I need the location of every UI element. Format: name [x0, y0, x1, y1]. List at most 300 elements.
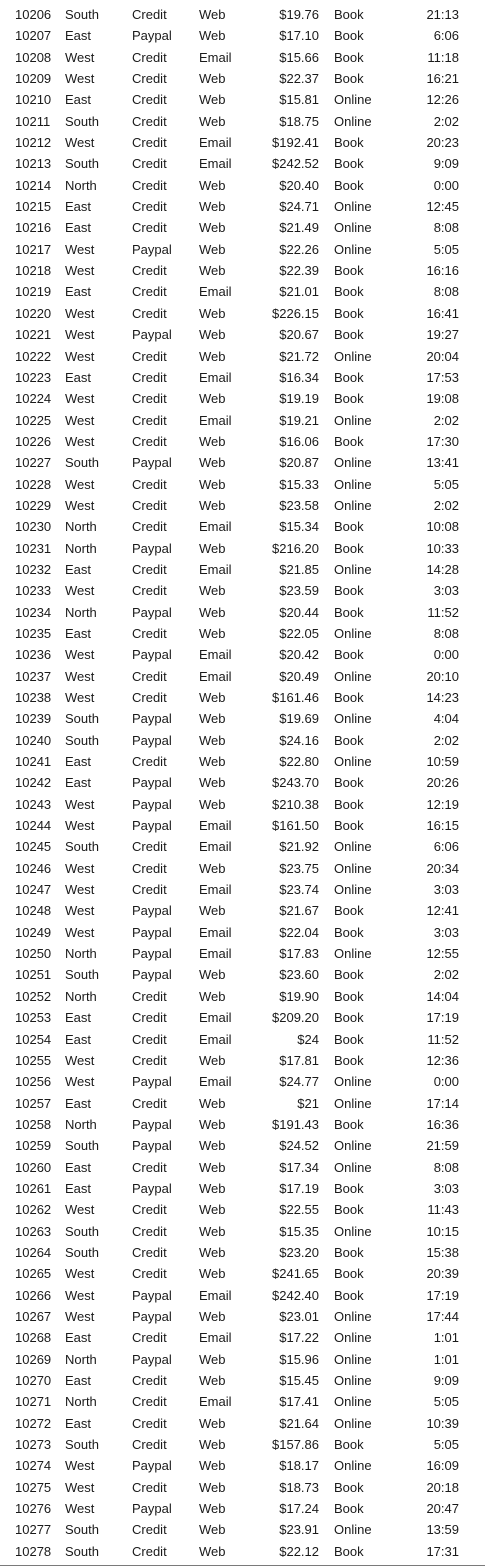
- type-cell: Book: [334, 583, 364, 599]
- channel-cell: Web: [199, 1116, 226, 1132]
- time-cell: 17:44: [426, 1308, 459, 1324]
- time-cell: 12:19: [426, 796, 459, 812]
- order-id-cell: 10236: [15, 647, 52, 663]
- channel-cell: Web: [199, 455, 226, 471]
- channel-cell: Web: [199, 732, 226, 748]
- time-cell: 10:33: [426, 540, 459, 556]
- payment-method-cell: Credit: [132, 1052, 167, 1068]
- type-cell: Book: [334, 305, 364, 321]
- order-id-cell: 10209: [15, 71, 52, 87]
- time-cell: 4:04: [433, 711, 459, 727]
- region-cell: East: [65, 1010, 92, 1026]
- order-id-cell: 10210: [15, 92, 52, 108]
- amount-cell: $22.55: [279, 1202, 319, 1218]
- time-cell: 19:27: [426, 327, 459, 343]
- payment-method-cell: Paypal: [132, 775, 172, 791]
- table-row: [0, 474, 485, 495]
- table-row: [0, 217, 485, 238]
- type-cell: Online: [334, 860, 372, 876]
- region-cell: East: [65, 561, 92, 577]
- order-id-cell: 10278: [15, 1543, 52, 1559]
- order-id-cell: 10262: [15, 1202, 52, 1218]
- region-cell: West: [65, 391, 95, 407]
- type-cell: Online: [334, 220, 372, 236]
- time-cell: 16:21: [426, 71, 459, 87]
- table-row: [0, 132, 485, 153]
- table-row: [0, 1007, 485, 1028]
- time-cell: 20:10: [426, 668, 459, 684]
- table-row: [0, 1199, 485, 1220]
- type-cell: Online: [334, 412, 372, 428]
- amount-cell: $17.83: [279, 946, 319, 962]
- amount-cell: $24.16: [279, 732, 319, 748]
- region-cell: East: [65, 625, 92, 641]
- amount-cell: $20.67: [279, 327, 319, 343]
- type-cell: Online: [334, 1415, 372, 1431]
- table-row: [0, 175, 485, 196]
- type-cell: Book: [334, 284, 364, 300]
- table-row: [0, 1157, 485, 1178]
- payment-method-cell: Credit: [132, 49, 167, 65]
- payment-method-cell: Credit: [132, 1202, 167, 1218]
- region-cell: West: [65, 690, 95, 705]
- region-cell: West: [65, 1308, 95, 1324]
- order-id-cell: 10245: [15, 839, 52, 855]
- type-cell: Online: [334, 113, 372, 129]
- payment-method-cell: Credit: [132, 625, 167, 641]
- table-row: [0, 1114, 485, 1135]
- payment-method-cell: Credit: [132, 1031, 167, 1047]
- channel-cell: Web: [199, 1437, 226, 1453]
- region-cell: East: [65, 220, 92, 236]
- table-row: [0, 89, 485, 110]
- payment-method-cell: Paypal: [132, 1287, 172, 1303]
- type-cell: Book: [334, 647, 364, 663]
- order-id-cell: 10219: [15, 284, 52, 300]
- payment-method-cell: Credit: [132, 1244, 167, 1260]
- order-id-cell: 10277: [15, 1522, 52, 1538]
- region-cell: East: [65, 754, 92, 770]
- channel-cell: Web: [199, 327, 226, 343]
- table-row: [0, 4, 485, 25]
- channel-cell: Web: [199, 1223, 226, 1239]
- time-cell: 20:04: [426, 348, 459, 364]
- payment-method-cell: Paypal: [132, 540, 172, 556]
- payment-method-cell: Credit: [132, 497, 167, 513]
- payment-method-cell: Credit: [132, 1330, 167, 1346]
- payment-method-cell: Credit: [132, 1543, 167, 1559]
- time-cell: 10:39: [426, 1415, 459, 1431]
- region-cell: North: [65, 1394, 97, 1410]
- channel-cell: Web: [199, 1180, 226, 1196]
- table-row: [0, 1285, 485, 1306]
- amount-cell: $21.49: [279, 220, 319, 236]
- table-row: [0, 111, 485, 132]
- channel-cell: Email: [199, 369, 232, 385]
- order-id-cell: 10246: [15, 860, 52, 876]
- payment-method-cell: Credit: [132, 220, 167, 236]
- order-id-cell: 10234: [15, 604, 52, 620]
- type-cell: Online: [334, 625, 372, 641]
- region-cell: West: [65, 647, 95, 663]
- channel-cell: Web: [199, 775, 226, 791]
- order-id-cell: 10257: [15, 1095, 52, 1111]
- channel-cell: Web: [199, 7, 226, 22]
- amount-cell: $19.21: [279, 412, 319, 428]
- table-row: [0, 1135, 485, 1156]
- table-row: [0, 388, 485, 409]
- order-id-cell: 10276: [15, 1501, 52, 1517]
- channel-cell: Email: [199, 1330, 232, 1346]
- table-row: [0, 964, 485, 985]
- time-cell: 5:05: [433, 1437, 459, 1453]
- time-cell: 12:41: [426, 903, 459, 919]
- amount-cell: $19.76: [279, 7, 319, 22]
- order-id-cell: 10216: [15, 220, 52, 236]
- time-cell: 15:38: [426, 1244, 459, 1260]
- table-row: [0, 239, 485, 260]
- order-id-cell: 10247: [15, 882, 52, 898]
- order-id-cell: 10256: [15, 1074, 52, 1090]
- region-cell: East: [65, 775, 92, 791]
- type-cell: Book: [334, 604, 364, 620]
- time-cell: 9:09: [433, 1373, 459, 1388]
- type-cell: Book: [334, 1266, 364, 1282]
- channel-cell: Web: [199, 476, 226, 492]
- region-cell: East: [65, 1330, 92, 1346]
- type-cell: Online: [334, 1351, 372, 1367]
- payment-method-cell: Credit: [132, 1159, 167, 1175]
- type-cell: Book: [334, 177, 364, 193]
- order-id-cell: 10269: [15, 1351, 52, 1367]
- type-cell: Online: [334, 1138, 372, 1154]
- amount-cell: $20.87: [279, 455, 319, 471]
- time-cell: 8:08: [433, 1159, 459, 1175]
- table-row: [0, 324, 485, 345]
- order-id-cell: 10212: [15, 135, 52, 151]
- payment-method-cell: Credit: [132, 519, 167, 535]
- type-cell: Online: [334, 668, 372, 684]
- payment-method-cell: Credit: [132, 199, 167, 215]
- type-cell: Online: [334, 241, 372, 257]
- type-cell: Book: [334, 1437, 364, 1453]
- region-cell: South: [65, 732, 99, 748]
- type-cell: Book: [334, 1116, 364, 1132]
- order-id-cell: 10268: [15, 1330, 52, 1346]
- region-cell: West: [65, 1074, 95, 1090]
- table-row: [0, 1519, 485, 1540]
- amount-cell: $23.91: [279, 1522, 319, 1538]
- region-cell: West: [65, 327, 95, 343]
- amount-cell: $21.85: [279, 561, 319, 577]
- type-cell: Online: [334, 946, 372, 962]
- region-cell: West: [65, 433, 95, 449]
- time-cell: 5:05: [433, 241, 459, 257]
- region-cell: North: [65, 1116, 97, 1132]
- channel-cell: Web: [199, 199, 226, 215]
- time-cell: 16:41: [426, 305, 459, 321]
- time-cell: 8:08: [433, 284, 459, 300]
- channel-cell: Web: [199, 1308, 226, 1324]
- order-id-cell: 10259: [15, 1138, 52, 1154]
- payment-method-cell: Paypal: [132, 967, 172, 983]
- time-cell: 10:59: [426, 754, 459, 770]
- time-cell: 20:34: [426, 860, 459, 876]
- amount-cell: $17.24: [279, 1501, 319, 1517]
- amount-cell: $23.74: [279, 882, 319, 898]
- channel-cell: Email: [199, 818, 232, 834]
- region-cell: North: [65, 1351, 97, 1367]
- channel-cell: Email: [199, 924, 232, 940]
- payment-method-cell: Credit: [132, 1394, 167, 1410]
- channel-cell: Email: [199, 647, 232, 663]
- order-id-cell: 10251: [15, 967, 52, 983]
- payment-method-cell: Credit: [132, 369, 167, 385]
- amount-cell: $161.46: [272, 690, 319, 705]
- time-cell: 21:13: [426, 7, 459, 22]
- amount-cell: $18.75: [279, 113, 319, 129]
- amount-cell: $15.66: [279, 49, 319, 65]
- payment-method-cell: Paypal: [132, 818, 172, 834]
- region-cell: North: [65, 177, 97, 193]
- region-cell: West: [65, 476, 95, 492]
- table-row: [0, 1498, 485, 1519]
- time-cell: 8:08: [433, 625, 459, 641]
- type-cell: Book: [334, 391, 364, 407]
- table-row: [0, 516, 485, 537]
- time-cell: 3:03: [433, 1180, 459, 1196]
- channel-cell: Web: [199, 1373, 226, 1388]
- payment-method-cell: Credit: [132, 583, 167, 599]
- table-row: [0, 260, 485, 281]
- channel-cell: Email: [199, 882, 232, 898]
- time-cell: 17:30: [426, 433, 459, 449]
- time-cell: 16:36: [426, 1116, 459, 1132]
- region-cell: West: [65, 860, 95, 876]
- table-row: [0, 794, 485, 815]
- channel-cell: Web: [199, 690, 226, 705]
- order-id-cell: 10239: [15, 711, 52, 727]
- region-cell: North: [65, 988, 97, 1004]
- order-id-cell: 10229: [15, 497, 52, 513]
- region-cell: West: [65, 668, 95, 684]
- region-cell: East: [65, 1095, 92, 1111]
- amount-cell: $242.52: [272, 156, 319, 172]
- time-cell: 12:55: [426, 946, 459, 962]
- amount-cell: $17.10: [279, 28, 319, 44]
- region-cell: West: [65, 135, 95, 151]
- payment-method-cell: Credit: [132, 7, 167, 22]
- channel-cell: Web: [199, 1202, 226, 1218]
- payment-method-cell: Paypal: [132, 604, 172, 620]
- payment-method-cell: Paypal: [132, 1501, 172, 1517]
- order-id-cell: 10249: [15, 924, 52, 940]
- channel-cell: Email: [199, 1010, 232, 1026]
- time-cell: 5:05: [433, 476, 459, 492]
- amount-cell: $216.20: [272, 540, 319, 556]
- channel-cell: Web: [199, 1543, 226, 1559]
- table-row: [0, 858, 485, 879]
- type-cell: Online: [334, 1308, 372, 1324]
- channel-cell: Email: [199, 1394, 232, 1410]
- time-cell: 3:03: [433, 882, 459, 898]
- order-id-cell: 10243: [15, 796, 52, 812]
- channel-cell: Web: [199, 71, 226, 87]
- region-cell: West: [65, 348, 95, 364]
- order-id-cell: 10240: [15, 732, 52, 748]
- table-row: [0, 1093, 485, 1114]
- payment-method-cell: Credit: [132, 839, 167, 855]
- region-cell: North: [65, 946, 97, 962]
- amount-cell: $17.34: [279, 1159, 319, 1175]
- channel-cell: Web: [199, 967, 226, 983]
- order-id-cell: 10227: [15, 455, 52, 471]
- channel-cell: Email: [199, 519, 232, 535]
- amount-cell: $17.81: [279, 1052, 319, 1068]
- time-cell: 2:02: [433, 113, 459, 129]
- channel-cell: Email: [199, 1287, 232, 1303]
- time-cell: 10:08: [426, 519, 459, 535]
- bottom-border: [0, 1565, 485, 1566]
- amount-cell: $24.52: [279, 1138, 319, 1154]
- table-row: [0, 452, 485, 473]
- time-cell: 20:47: [426, 1501, 459, 1517]
- payment-method-cell: Paypal: [132, 1138, 172, 1154]
- table-row: [0, 1242, 485, 1263]
- amount-cell: $22.05: [279, 625, 319, 641]
- payment-method-cell: Credit: [132, 92, 167, 108]
- table-row: [0, 1306, 485, 1327]
- region-cell: West: [65, 903, 95, 919]
- time-cell: 1:01: [433, 1330, 459, 1346]
- order-id-cell: 10218: [15, 263, 52, 279]
- payment-method-cell: Credit: [132, 113, 167, 129]
- table-row: [0, 1391, 485, 1412]
- type-cell: Online: [334, 348, 372, 364]
- amount-cell: $15.96: [279, 1351, 319, 1367]
- region-cell: East: [65, 28, 92, 44]
- table-row: [0, 1050, 485, 1071]
- region-cell: South: [65, 156, 99, 172]
- region-cell: West: [65, 583, 95, 599]
- amount-cell: $20.44: [279, 604, 319, 620]
- amount-cell: $210.38: [272, 796, 319, 812]
- channel-cell: Web: [199, 1138, 226, 1154]
- region-cell: West: [65, 1479, 95, 1495]
- order-id-cell: 10207: [15, 28, 52, 44]
- amount-cell: $226.15: [272, 305, 319, 321]
- channel-cell: Email: [199, 135, 232, 151]
- amount-cell: $21.67: [279, 903, 319, 919]
- channel-cell: Web: [199, 796, 226, 812]
- payment-method-cell: Paypal: [132, 1074, 172, 1090]
- region-cell: South: [65, 1223, 99, 1239]
- type-cell: Book: [334, 690, 364, 705]
- region-cell: West: [65, 1501, 95, 1517]
- payment-method-cell: Credit: [132, 263, 167, 279]
- table-row: [0, 367, 485, 388]
- amount-cell: $22.26: [279, 241, 319, 257]
- amount-cell: $21: [297, 1095, 319, 1111]
- channel-cell: Web: [199, 754, 226, 770]
- region-cell: South: [65, 1522, 99, 1538]
- region-cell: West: [65, 1202, 95, 1218]
- table-row: [0, 879, 485, 900]
- payment-method-cell: Credit: [132, 1415, 167, 1431]
- table-row: [0, 68, 485, 89]
- region-cell: East: [65, 1373, 92, 1388]
- time-cell: 6:06: [433, 28, 459, 44]
- table-row: [0, 1327, 485, 1348]
- region-cell: South: [65, 711, 99, 727]
- order-id-cell: 10231: [15, 540, 52, 556]
- order-id-cell: 10274: [15, 1458, 52, 1474]
- time-cell: 10:15: [426, 1223, 459, 1239]
- order-id-cell: 10223: [15, 369, 52, 385]
- amount-cell: $22.39: [279, 263, 319, 279]
- time-cell: 0:00: [433, 647, 459, 663]
- order-id-cell: 10208: [15, 49, 52, 65]
- order-id-cell: 10220: [15, 305, 52, 321]
- type-cell: Book: [334, 1479, 364, 1495]
- type-cell: Book: [334, 540, 364, 556]
- region-cell: West: [65, 1287, 95, 1303]
- order-id-cell: 10214: [15, 177, 52, 193]
- order-id-cell: 10215: [15, 199, 52, 215]
- time-cell: 11:43: [427, 1202, 459, 1218]
- amount-cell: $21.64: [279, 1415, 319, 1431]
- order-id-cell: 10271: [15, 1394, 52, 1410]
- payment-method-cell: Credit: [132, 882, 167, 898]
- table-row: [0, 47, 485, 68]
- time-cell: 5:05: [433, 1394, 459, 1410]
- type-cell: Book: [334, 135, 364, 151]
- region-cell: East: [65, 199, 92, 215]
- amount-cell: $17.22: [279, 1330, 319, 1346]
- table-row: [0, 1455, 485, 1476]
- order-id-cell: 10244: [15, 818, 52, 834]
- table-row: [0, 623, 485, 644]
- order-id-cell: 10261: [15, 1180, 52, 1196]
- type-cell: Online: [334, 1522, 372, 1538]
- payment-method-cell: Credit: [132, 476, 167, 492]
- amount-cell: $21.72: [279, 348, 319, 364]
- amount-cell: $192.41: [272, 135, 319, 151]
- region-cell: South: [65, 113, 99, 129]
- type-cell: Online: [334, 455, 372, 471]
- channel-cell: Email: [199, 946, 232, 962]
- channel-cell: Web: [199, 604, 226, 620]
- time-cell: 3:03: [433, 924, 459, 940]
- payment-method-cell: Paypal: [132, 1116, 172, 1132]
- type-cell: Online: [334, 1159, 372, 1175]
- table-row: [0, 1178, 485, 1199]
- time-cell: 2:02: [433, 967, 459, 983]
- table-row: [0, 410, 485, 431]
- payment-method-cell: Credit: [132, 860, 167, 876]
- type-cell: Book: [334, 775, 364, 791]
- type-cell: Book: [334, 988, 364, 1004]
- table-row: [0, 666, 485, 687]
- region-cell: North: [65, 519, 97, 535]
- amount-cell: $15.35: [279, 1223, 319, 1239]
- payment-method-cell: Credit: [132, 348, 167, 364]
- channel-cell: Web: [199, 903, 226, 919]
- channel-cell: Web: [199, 241, 226, 257]
- table-row: [0, 751, 485, 772]
- payment-method-cell: Credit: [132, 284, 167, 300]
- region-cell: North: [65, 604, 97, 620]
